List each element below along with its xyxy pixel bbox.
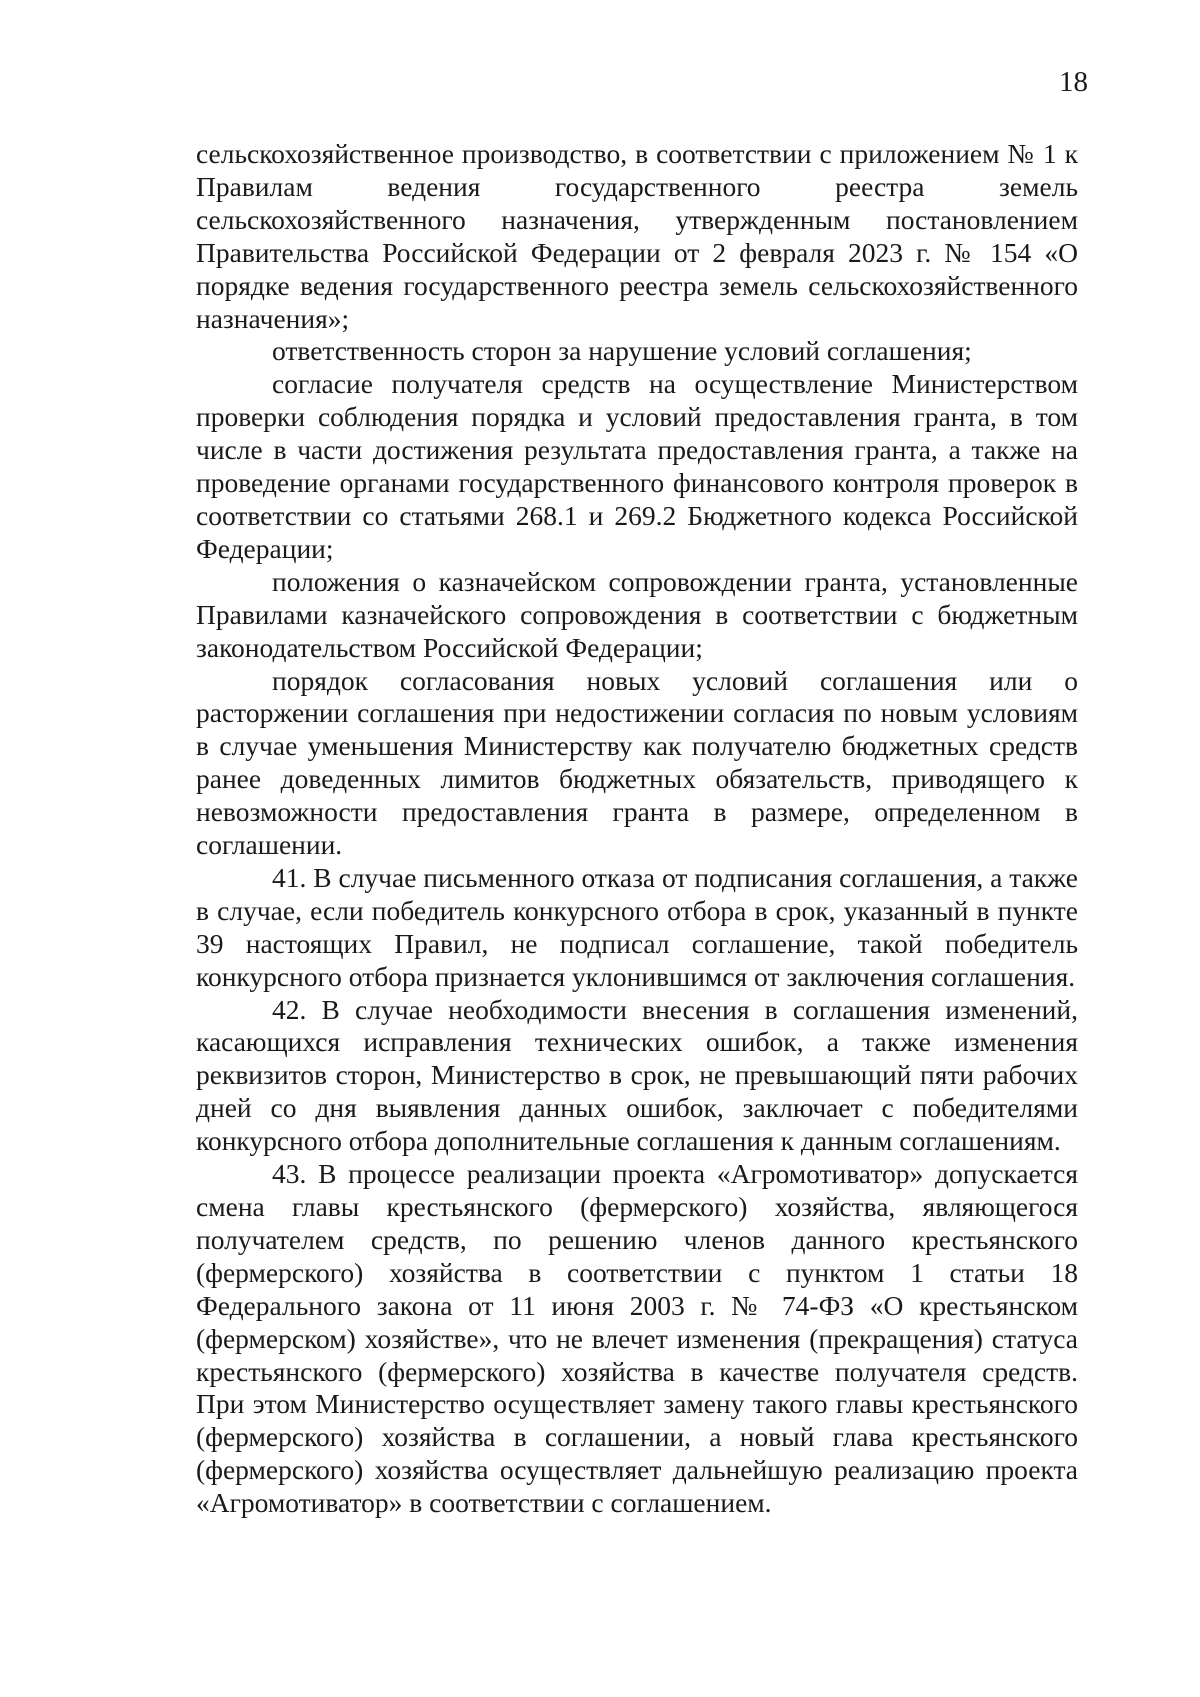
paragraph-treasury-support: положения о казначейском сопровождении гранта, установленные Правилами казначейского сопровождения в соответствии с бюджетным законодательством Российской Федерации; — [196, 565, 1078, 663]
paragraph-consent-inspection: согласие получателя средств на осуществление Министерством проверки соблюдения порядка и условий предоставления гранта, в том числе в части достижения результата предоставления гранта, а также на проведение органами государственного финансового контроля проверок в соответствии со статьями 268.1 и 269.2 Бюджетного кодекса Российской Федерации; — [196, 368, 1078, 564]
paragraph-liability: ответственность сторон за нарушение условий соглашения; — [272, 335, 972, 367]
paragraph-clause-42: 42. В случае необходимости внесения в соглашения изменений, касающихся исправления технических ошибок, а также изменения реквизитов сторон, Министерство в срок, не превышающий пяти рабочих дней со дня выявления данных ошибок, заключает с победителями конкурсного отбора дополнительные соглашения к данным соглашениям. — [196, 993, 1078, 1157]
paragraph-new-conditions: порядок согласования новых условий соглашения или о расторжении соглашения при недостижении согласия по новым условиям в случае уменьшения Министерству как получателю бюджетных средств ранее доведенных лимитов бюджетных обязательств, приводящего к невозможности предоставления гранта в размере, определенном в соглашении. — [196, 664, 1078, 861]
page-number: 18 — [1059, 66, 1088, 98]
paragraph-clause-43: 43. В процессе реализации проекта «Агромотиватор» допускается смена главы крестьянского (фермерского) хозяйства, являющегося получателем средств, по решению членов данного крестьянского (фермерского) хозяйства в соответствии с пунктом 1 статьи 18 Федерального закона от 11 июня 2003 г. № 74-ФЗ «О крестьянском (фермерском) хозяйстве», что не влечет изменения (прекращения) статуса крестьянского (фермерского) хозяйства в качестве получателя средств. При этом Министерство осуществляет замену такого главы крестьянского (фермерского) хозяйства в соглашении, а новый глава крестьянского (фермерского) хозяйства осуществляет дальнейшую реализацию проекта «Агромотиватор» в соответствии с соглашением. — [196, 1158, 1078, 1519]
paragraph-continuation-registry: сельскохозяйственное производство, в соответствии с приложением № 1 к Правилам ведения государственного реестра земель сельскохозяйственного назначения, утвержденным постановлением Правительства Российской Федерации от 2 февраля 2023 г. № 154 «О порядке ведения государственного реестра земель сельскохозяйственного назначения»; — [196, 138, 1078, 334]
document-body — [196, 138, 1078, 1520]
paragraph-clause-41: 41. В случае письменного отказа от подписания соглашения, а также в случае, если победитель конкурсного отбора в срок, указанный в пункте 39 настоящих Правил, не подписал соглашение, такой победитель конкурсного отбора признается уклонившимся от заключения соглашения. — [196, 861, 1078, 992]
